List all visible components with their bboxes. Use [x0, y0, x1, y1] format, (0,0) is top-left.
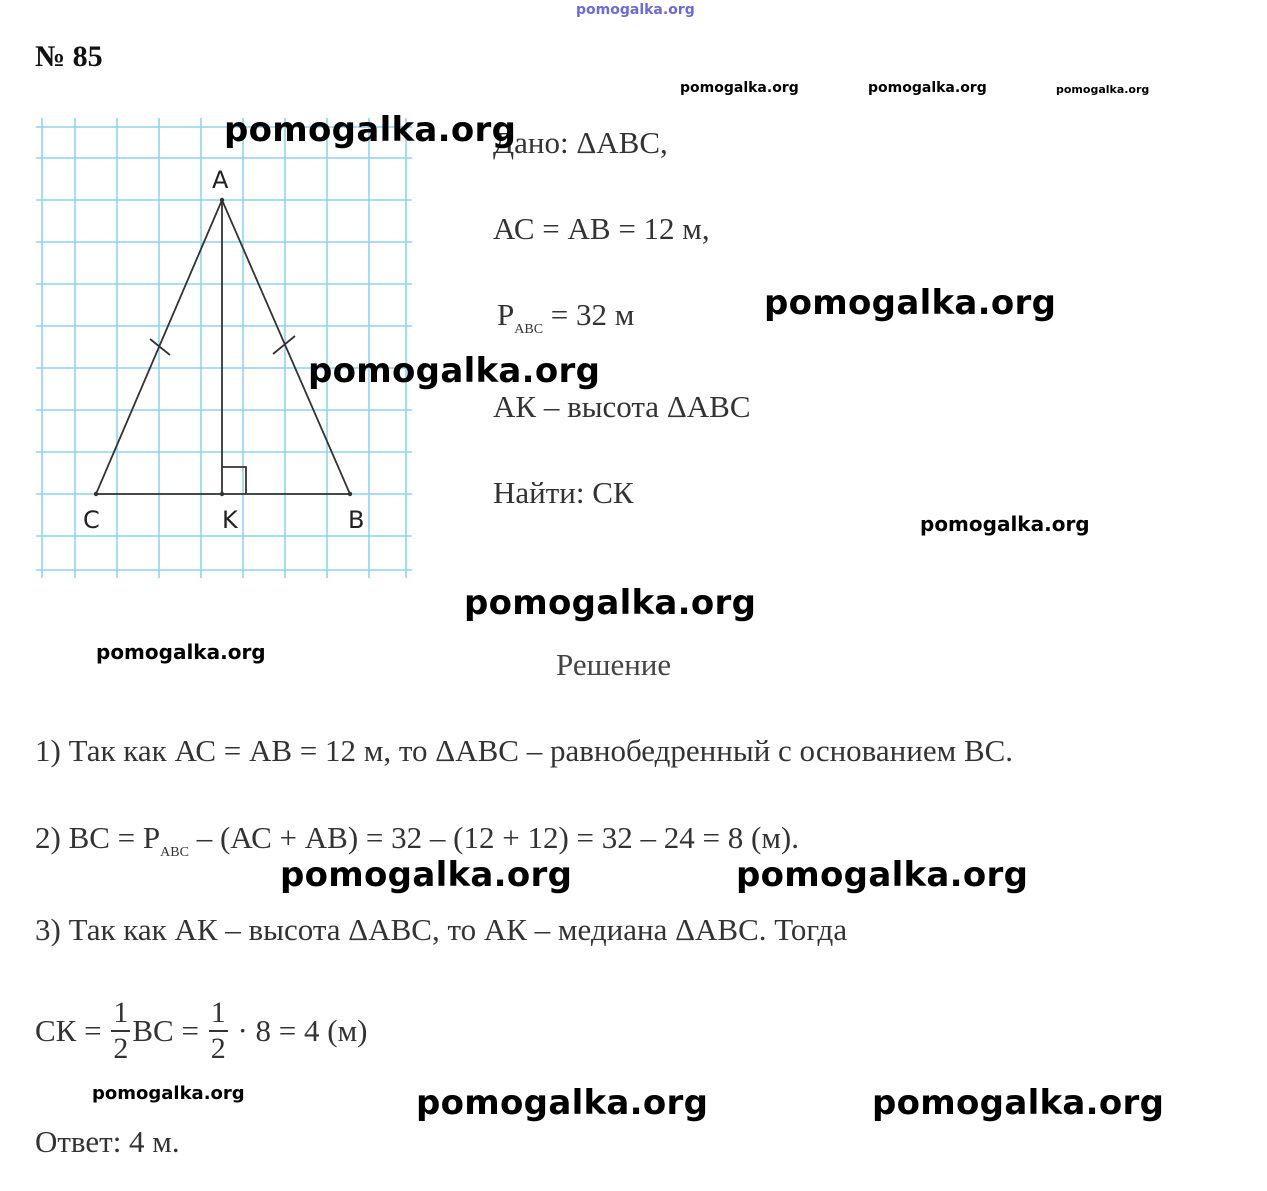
given-find: Найти: СК: [493, 475, 634, 510]
fraction-2-denominator: 2: [210, 1032, 226, 1065]
vertex-a-dot: [220, 198, 224, 202]
watermark: pomogalka.org: [868, 80, 987, 96]
triangle-lines: [96, 200, 350, 494]
problem-number: № 85: [35, 40, 103, 73]
solution-formula: [35, 998, 368, 1064]
answer: Ответ: 4 м.: [35, 1124, 180, 1159]
watermark: pomogalka.org: [280, 855, 573, 895]
vertex-b-dot: [348, 492, 352, 496]
step-2-subscript: ABC: [160, 845, 189, 860]
watermark: pomogalka.org: [92, 1083, 245, 1104]
given-perimeter: [497, 297, 634, 338]
watermark: pomogalka.org: [736, 855, 1029, 895]
label-a: A: [212, 166, 229, 194]
given-line-2: АС = АВ = 12 м,: [493, 211, 710, 246]
fraction-2: [209, 998, 228, 1064]
label-b: B: [348, 506, 365, 534]
watermark: pomogalka.org: [416, 1083, 709, 1123]
solution-heading: Решение: [556, 647, 672, 682]
given-line-4: АК – высота ΔАВС: [493, 389, 751, 424]
label-k: K: [222, 506, 238, 534]
fraction-2-numerator: 1: [209, 998, 228, 1032]
fraction-1-denominator: 2: [113, 1032, 129, 1065]
point-k-dot: [220, 492, 224, 496]
formula-mid: ВС =: [132, 1013, 207, 1048]
fraction-1-numerator: 1: [111, 998, 130, 1032]
given-p-rest: = 32 м: [543, 297, 635, 332]
watermark: pomogalka.org: [308, 351, 601, 391]
vertex-c-dot: [94, 492, 98, 496]
watermark: pomogalka.org: [872, 1083, 1165, 1123]
solution-step-1: 1) Так как АС = АВ = 12 м, то ΔАВС – равнобедренный с основанием ВС.: [35, 733, 1014, 768]
watermark: pomogalka.org: [764, 283, 1057, 323]
fraction-1: [111, 998, 130, 1064]
watermark: pomogalka.org: [96, 640, 266, 664]
given-p-subscript: ABC: [514, 322, 544, 337]
given-line-1: Дано: ΔАВС,: [493, 125, 668, 160]
step-2-pre: 2) ВС = P: [35, 820, 161, 855]
watermark: pomogalka.org: [1056, 83, 1150, 96]
watermark: pomogalka.org: [680, 80, 799, 96]
formula-post: · 8 = 4 (м): [229, 1013, 368, 1048]
watermark: pomogalka.org: [920, 512, 1090, 536]
formula-pre: СК =: [35, 1013, 110, 1048]
watermark: pomogalka.org: [224, 110, 517, 150]
top-watermark[interactable]: pomogalka.org: [576, 2, 695, 18]
triangle-figure: [36, 118, 412, 578]
label-c: C: [83, 506, 100, 534]
step-2-post: – (АС + АВ) = 32 – (12 + 12) = 32 – 24 = 8 (м).: [188, 820, 800, 855]
watermark: pomogalka.org: [464, 583, 757, 623]
given-p-letter: P: [497, 297, 515, 332]
solution-step-3: 3) Так как АК – высота ΔАВС, то АК – медиана ΔАВС. Тогда: [35, 912, 848, 947]
